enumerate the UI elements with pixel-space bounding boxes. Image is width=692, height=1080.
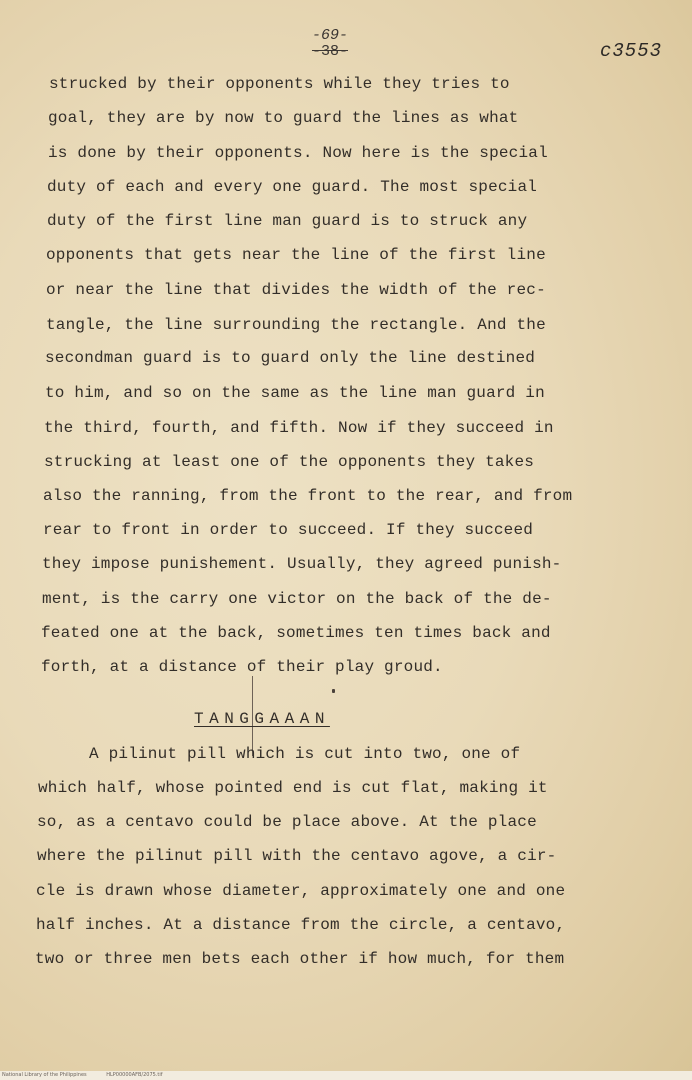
body-line: feated one at the back, sometimes ten times back and xyxy=(41,624,551,642)
scan-footer-text xyxy=(2,1071,181,1080)
section-line: so, as a centavo could be place above. At the place xyxy=(37,813,537,831)
body-line: or near the line that divides the width of the rec- xyxy=(46,281,546,299)
body-line: duty of each and every one guard. The most special xyxy=(47,178,538,196)
footer-library: National Library of the Philippines xyxy=(2,1072,87,1078)
section-line: half inches. At a distance from the circle, a centavo, xyxy=(36,916,566,934)
body-line: rear to front in order to succeed. If they succeed xyxy=(43,521,534,539)
body-line: ment, is the carry one victor on the back of the de- xyxy=(42,590,552,608)
archive-handwritten-mark: c3553 xyxy=(600,40,663,62)
section-heading: TANGGAAAN xyxy=(194,710,330,728)
section-line: which half, whose pointed end is cut flat, making it xyxy=(38,779,548,797)
body-line: forth, at a distance of their play groud. xyxy=(41,658,443,676)
section-line: two or three men bets each other if how much, for them xyxy=(35,950,565,968)
page-number-current: -69- xyxy=(311,27,348,44)
body-line: strucking at least one of the opponents they takes xyxy=(44,453,535,471)
body-line: the third, fourth, and fifth. Now if they succeed in xyxy=(44,419,554,437)
ink-speck xyxy=(332,689,335,693)
section-line: where the pilinut pill with the centavo agove, a cir- xyxy=(37,847,557,865)
body-line: they impose punishement. Usually, they agreed punish- xyxy=(42,555,562,573)
body-line: tangle, the line surrounding the rectangle. And the xyxy=(46,316,546,334)
body-line: goal, they are by now to guard the lines as what xyxy=(48,109,519,127)
body-line: is done by their opponents. Now here is the special xyxy=(48,144,548,162)
body-line: strucked by their opponents while they tries to xyxy=(49,75,510,93)
footer-file: HLP00000AFB/2075.tif xyxy=(106,1072,163,1078)
scan-footer-strip xyxy=(0,1071,692,1080)
page-number xyxy=(300,28,360,60)
body-line: secondman guard is to guard only the line destined xyxy=(45,349,536,367)
body-line: opponents that gets near the line of the first line xyxy=(46,246,546,264)
page-number-struck: -38- xyxy=(311,43,348,60)
section-line: A pilinut pill which is cut into two, one of xyxy=(89,745,521,763)
body-line: duty of the first line man guard is to struck any xyxy=(47,212,528,230)
body-line: to him, and so on the same as the line man guard in xyxy=(45,384,545,402)
section-line: cle is drawn whose diameter, approximately one and one xyxy=(36,882,566,900)
body-line: also the ranning, from the front to the rear, and from xyxy=(43,487,573,505)
